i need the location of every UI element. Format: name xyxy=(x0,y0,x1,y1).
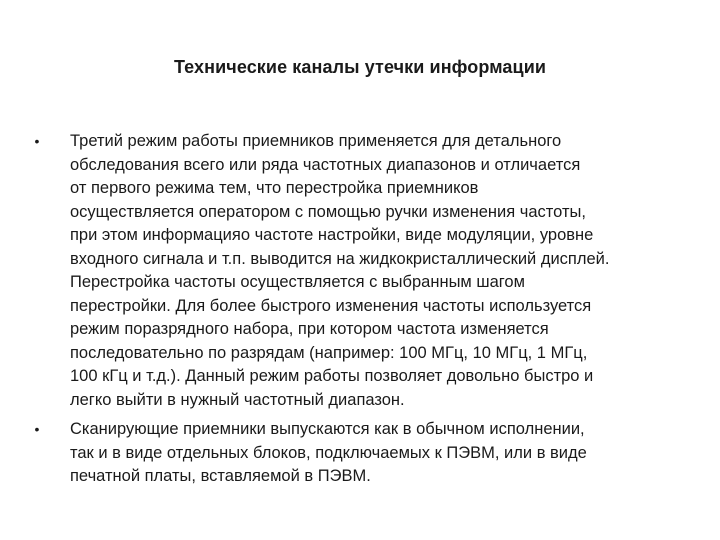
bullet-item-receiver-mode xyxy=(30,130,690,412)
bullet-item-scanning-receivers xyxy=(30,418,690,489)
bullet-line: входного сигнала и т.п. выводится на жидкокристаллический дисплей. xyxy=(70,249,610,268)
bullet-line: 100 кГц и т.д.). Данный режим работы позволяет довольно быстро и xyxy=(70,367,594,385)
bullet-list xyxy=(30,130,690,495)
bullet-icon: • xyxy=(34,133,40,149)
bullet-line: так и в виде отдельных блоков, подключаемых к ПЭВМ, или в виде xyxy=(70,443,587,462)
bullet-icon: • xyxy=(34,421,40,437)
bullet-line: при этом информацияо частоте настройки, виде модуляции, уровне xyxy=(70,226,594,244)
bullet-line: легко выйти в нужный частотный диапазон. xyxy=(70,390,405,409)
bullet-line: осуществляется оператором с помощью ручки изменения частоты, xyxy=(70,202,586,221)
bullet-line: обследования всего или ряда частотных диапазонов и отличается xyxy=(70,155,581,174)
bullet-line: от первого режима тем, что перестройка приемников xyxy=(70,179,479,197)
bullet-line: Третий режим работы приемников применяется для детального xyxy=(70,132,562,150)
bullet-line: Сканирующие приемники выпускаются как в обычном исполнении, xyxy=(70,420,585,438)
bullet-line: последовательно по разрядам (например: 100 МГц, 10 МГц, 1 МГц, xyxy=(70,343,588,362)
bullet-line: перестройки. Для более быстрого изменения частоты используется xyxy=(70,296,592,315)
bullet-line: печатной платы, вставляемой в ПЭВМ. xyxy=(70,467,371,485)
slide-title: Технические каналы утечки информации xyxy=(173,57,547,77)
bullet-line: режим поразрядного набора, при котором частота изменяется xyxy=(70,320,549,338)
bullet-line: Перестройка частоты осуществляется с выбранным шагом xyxy=(70,273,525,291)
